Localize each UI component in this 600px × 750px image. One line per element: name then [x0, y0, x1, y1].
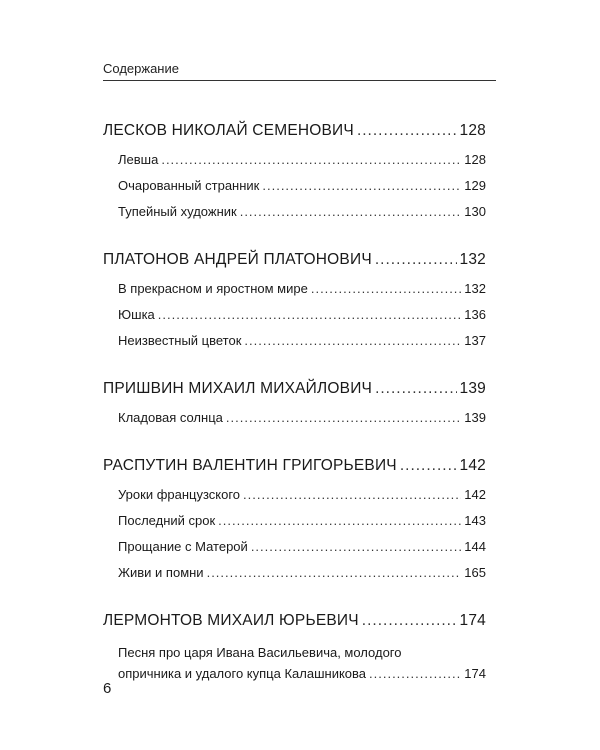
work-title: Левша — [118, 152, 159, 167]
dot-leader — [240, 204, 462, 219]
dot-leader — [375, 380, 456, 398]
work-title-line2: опричника и удалого купца Калашникова — [118, 666, 367, 681]
toc-author-entry[interactable] — [103, 457, 486, 479]
page-ref: 132 — [464, 281, 486, 296]
work-title: Уроки французского — [118, 487, 241, 502]
dot-leader — [207, 565, 462, 580]
toc-work-entry[interactable] — [118, 539, 486, 565]
page-ref: 174 — [464, 666, 486, 681]
page-ref: 174 — [459, 612, 486, 629]
page-ref: 130 — [464, 204, 486, 219]
toc-work-entry[interactable] — [118, 487, 486, 513]
dot-leader — [262, 178, 461, 193]
section-spacer — [103, 591, 486, 612]
dot-leader — [243, 487, 461, 502]
work-title: Юшка — [118, 307, 155, 322]
dot-leader — [226, 410, 461, 425]
work-title: Прощание с Матерой — [118, 539, 248, 554]
work-title: Живи и помни — [118, 565, 204, 580]
page-ref: 129 — [464, 178, 486, 193]
dot-leader — [218, 513, 461, 528]
author-name: ПЛАТОНОВ АНДРЕЙ ПЛАТОНОВИЧ — [103, 251, 372, 268]
toc-work-entry[interactable] — [118, 178, 486, 204]
dot-leader — [375, 251, 457, 269]
page-ref: 128 — [464, 152, 486, 167]
section-spacer — [103, 359, 486, 380]
page-ref: 142 — [459, 457, 486, 474]
author-name: РАСПУТИН ВАЛЕНТИН ГРИГОРЬЕВИЧ — [103, 457, 397, 474]
page-ref: 132 — [459, 251, 486, 268]
author-name: ЛЕРМОНТОВ МИХАИЛ ЮРЬЕВИЧ — [103, 612, 359, 629]
dot-leader — [357, 122, 457, 140]
page-ref: 139 — [459, 380, 486, 397]
page-ref: 165 — [464, 565, 486, 580]
page-ref: 128 — [459, 122, 486, 139]
work-title: Кладовая солнца — [118, 410, 223, 425]
table-of-contents — [103, 122, 486, 684]
toc-author-entry[interactable] — [103, 251, 486, 273]
work-title-line1: Песня про царя Ивана Васильевича, молодого — [118, 645, 402, 660]
toc-work-entry-multiline[interactable] — [118, 642, 486, 684]
dot-leader — [400, 457, 457, 475]
dot-leader — [369, 663, 461, 684]
section-spacer — [103, 230, 486, 251]
dot-leader — [311, 281, 461, 296]
page-ref: 139 — [464, 410, 486, 425]
toc-work-entry[interactable] — [118, 281, 486, 307]
work-title: Очарованный странник — [118, 178, 260, 193]
page-number: 6 — [103, 680, 112, 697]
page-ref: 144 — [464, 539, 486, 554]
toc-work-entry[interactable] — [118, 410, 486, 436]
dot-leader — [251, 539, 461, 554]
running-header: Содержание — [103, 61, 179, 76]
page-ref: 136 — [464, 307, 486, 322]
work-title: В прекрасном и яростном мире — [118, 281, 308, 296]
header-rule — [103, 80, 496, 81]
author-name: ПРИШВИН МИХАИЛ МИХАЙЛОВИЧ — [103, 380, 373, 397]
toc-work-entry[interactable] — [118, 565, 486, 591]
dot-leader — [244, 333, 461, 348]
toc-author-entry[interactable] — [103, 612, 486, 634]
toc-work-entry[interactable] — [118, 333, 486, 359]
toc-work-entry[interactable] — [118, 513, 486, 539]
page-ref: 142 — [464, 487, 486, 502]
page-ref: 143 — [464, 513, 486, 528]
work-title: Неизвестный цветок — [118, 333, 242, 348]
work-title: Тупейный художник — [118, 204, 237, 219]
dot-leader — [362, 612, 457, 630]
toc-work-entry[interactable] — [118, 152, 486, 178]
toc-author-entry[interactable] — [103, 380, 486, 402]
toc-author-entry[interactable] — [103, 122, 486, 144]
work-title: Последний срок — [118, 513, 216, 528]
section-spacer — [103, 436, 486, 457]
dot-leader — [161, 152, 461, 167]
toc-work-entry[interactable] — [118, 307, 486, 333]
author-name: ЛЕСКОВ НИКОЛАЙ СЕМЕНОВИЧ — [103, 122, 354, 139]
toc-work-entry[interactable] — [118, 204, 486, 230]
dot-leader — [158, 307, 462, 322]
page-ref: 137 — [464, 333, 486, 348]
